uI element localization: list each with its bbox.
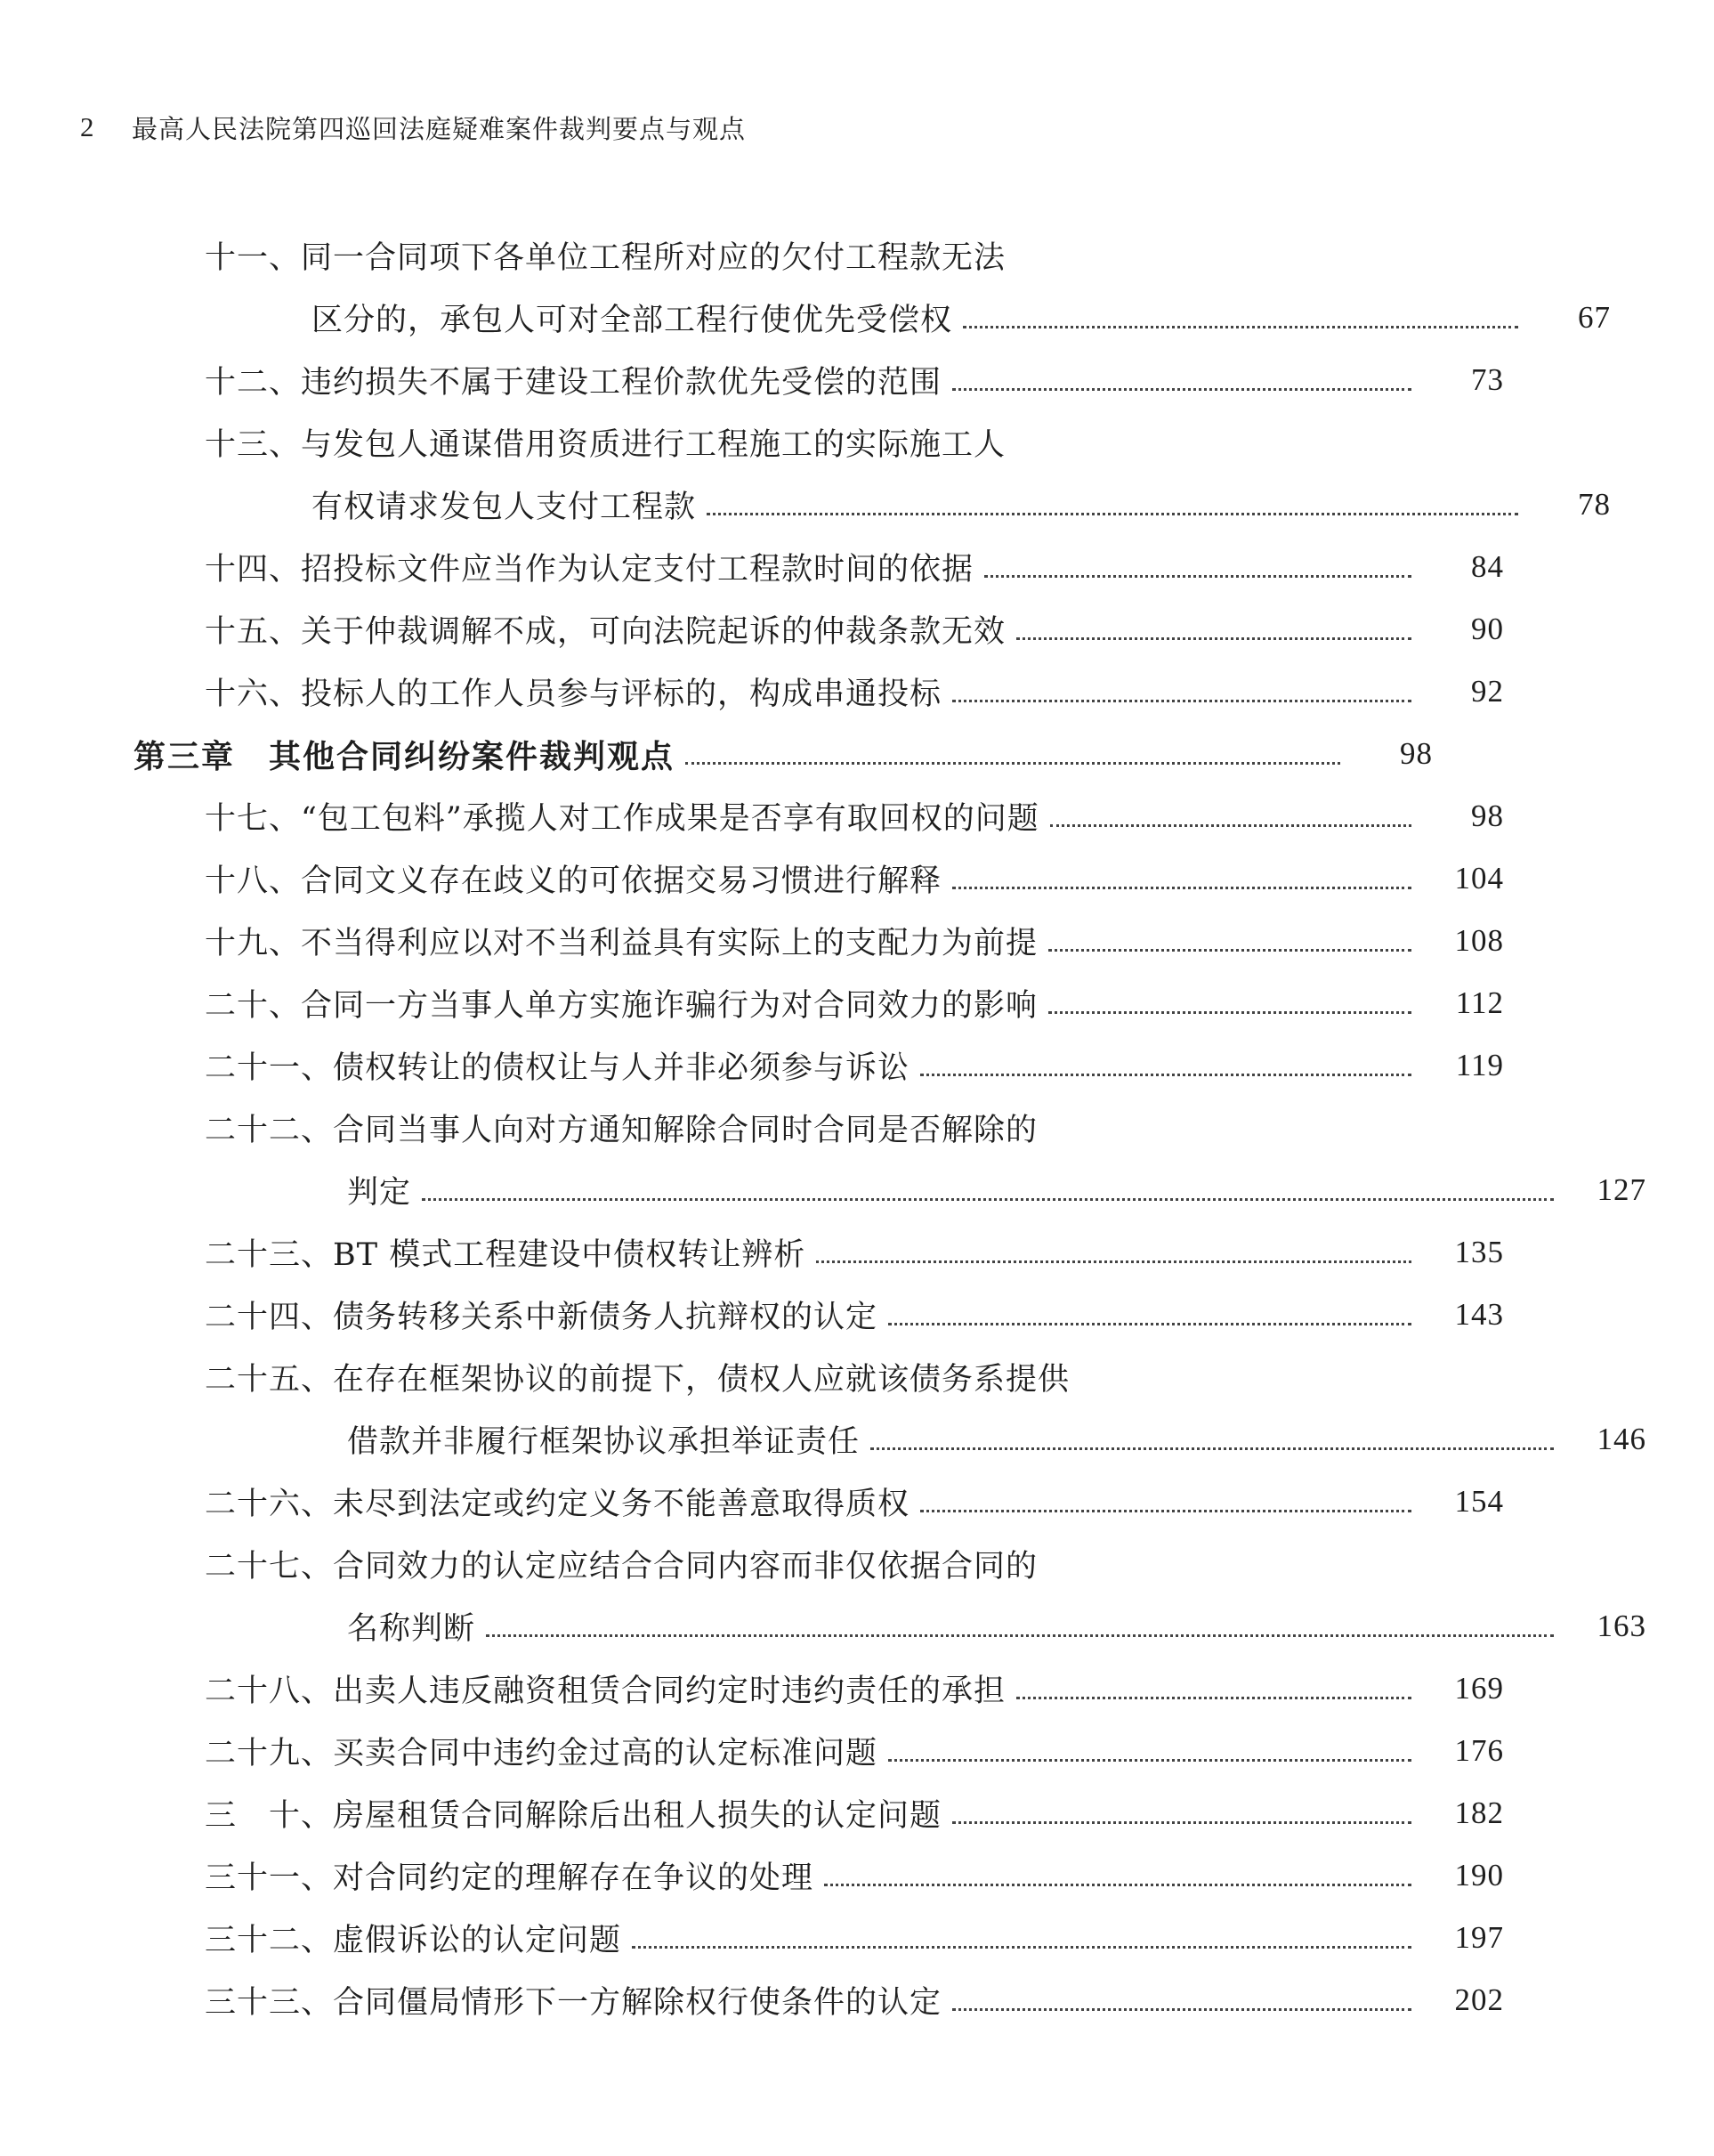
toc-entry[interactable] bbox=[0, 1221, 1504, 1284]
toc-entry[interactable] bbox=[0, 536, 1504, 598]
toc-entry[interactable] bbox=[0, 1907, 1504, 1969]
toc-entry-title: 二十三、BT 模式工程建设中债权转让辨析 bbox=[205, 1237, 806, 1273]
dot-leader bbox=[685, 762, 1340, 765]
toc-page-number: 202 bbox=[1454, 1982, 1504, 2017]
dot-leader bbox=[952, 887, 1411, 889]
toc-entry[interactable] bbox=[0, 1408, 1646, 1471]
dot-leader bbox=[888, 1323, 1411, 1325]
toc-page-number: 84 bbox=[1471, 549, 1504, 584]
toc-page-number: 78 bbox=[1578, 487, 1611, 522]
toc-entry[interactable] bbox=[0, 972, 1504, 1034]
toc-entry[interactable] bbox=[0, 474, 1611, 536]
toc-entry-title: 二十九、买卖合同中违约金过高的认定标准问题 bbox=[205, 1736, 878, 1771]
dot-leader bbox=[952, 388, 1411, 391]
toc-page-number: 163 bbox=[1597, 1609, 1646, 1643]
toc-entry[interactable] bbox=[0, 1034, 1504, 1097]
toc-entry-title: 二十四、债务转移关系中新债务人抗辩权的认定 bbox=[205, 1300, 878, 1335]
dot-leader bbox=[963, 326, 1518, 328]
toc-entry[interactable] bbox=[0, 349, 1504, 411]
toc-entry-title: 二十八、出卖人违反融资租赁合同约定时违约责任的承担 bbox=[205, 1674, 1007, 1709]
toc-page-number: 119 bbox=[1455, 1048, 1504, 1082]
toc-page-number: 104 bbox=[1454, 861, 1504, 896]
dot-leader bbox=[1050, 824, 1411, 827]
toc-entry[interactable] bbox=[0, 598, 1504, 661]
dot-leader bbox=[816, 1260, 1411, 1263]
toc-entry[interactable] bbox=[0, 1284, 1504, 1346]
toc-page-number: 92 bbox=[1471, 674, 1504, 709]
toc-page-number: 154 bbox=[1454, 1484, 1504, 1519]
toc-entry-title: 判定 bbox=[347, 1175, 412, 1211]
toc-entry-line bbox=[0, 411, 1714, 474]
toc-entry-title: 借款并非履行框架协议承担举证责任 bbox=[347, 1424, 861, 1460]
dot-leader bbox=[984, 575, 1411, 578]
dot-leader bbox=[888, 1759, 1411, 1762]
toc-entry-title: 二十二、合同当事人向对方通知解除合同时合同是否解除的 bbox=[205, 1113, 1039, 1148]
toc-page-number: 90 bbox=[1471, 612, 1504, 646]
toc-page-number: 67 bbox=[1578, 300, 1611, 335]
toc-page-number: 146 bbox=[1597, 1422, 1646, 1456]
toc-page-number: 190 bbox=[1454, 1858, 1504, 1893]
toc-page-number: 197 bbox=[1454, 1920, 1504, 1955]
dot-leader bbox=[1016, 1697, 1411, 1699]
toc-entry[interactable] bbox=[0, 1471, 1504, 1533]
toc-entry-title: 三十二、虚假诉讼的认定问题 bbox=[205, 1923, 622, 1958]
toc-entry-title: 二十六、未尽到法定或约定义务不能善意取得质权 bbox=[205, 1487, 910, 1522]
toc-entry-title: 二十五、在存在框架协议的前提下，债权人应就该债务系提供 bbox=[205, 1362, 1071, 1398]
toc-page-number: 182 bbox=[1454, 1795, 1504, 1830]
toc-entry[interactable] bbox=[0, 1159, 1646, 1221]
toc-page-number: 143 bbox=[1454, 1297, 1504, 1332]
dot-leader bbox=[1048, 1011, 1411, 1014]
dot-leader bbox=[952, 2008, 1411, 2011]
toc-entry[interactable] bbox=[0, 1844, 1504, 1907]
toc-entry[interactable] bbox=[0, 785, 1504, 847]
toc-entry-line bbox=[0, 1346, 1714, 1408]
page-header bbox=[80, 105, 746, 150]
toc-chapter[interactable] bbox=[0, 723, 1433, 785]
toc-entry[interactable] bbox=[0, 847, 1504, 910]
toc-entry-title: 名称判断 bbox=[347, 1611, 476, 1647]
toc-page-number: 112 bbox=[1455, 985, 1504, 1020]
dot-leader bbox=[952, 700, 1411, 702]
toc-entry[interactable] bbox=[0, 1658, 1504, 1720]
toc-entry-title: 十九、不当得利应以对不当利益具有实际上的支配力为前提 bbox=[205, 926, 1039, 961]
toc-entry-title: 三 十、房屋租赁合同解除后出租人损失的认定问题 bbox=[205, 1798, 942, 1834]
toc-entry[interactable] bbox=[0, 287, 1611, 349]
toc-entry-title: 十三、与发包人通谋借用资质进行工程施工的实际施工人 bbox=[205, 427, 1007, 463]
dot-leader bbox=[920, 1074, 1411, 1076]
running-title: 最高人民法院第四巡回法庭疑难案件裁判要点与观点 bbox=[132, 113, 747, 144]
toc-page-number: 169 bbox=[1454, 1671, 1504, 1706]
dot-leader bbox=[707, 513, 1518, 515]
toc-entry-title: 有权请求发包人支付工程款 bbox=[311, 490, 697, 525]
toc-entry[interactable] bbox=[0, 910, 1504, 972]
dot-leader bbox=[1048, 949, 1411, 952]
toc-entry[interactable] bbox=[0, 661, 1504, 723]
dot-leader bbox=[870, 1447, 1554, 1450]
toc-page-number: 135 bbox=[1454, 1235, 1504, 1269]
dot-leader bbox=[486, 1634, 1554, 1637]
toc-entry-title: 十四、招投标文件应当作为认定支付工程款时间的依据 bbox=[205, 552, 974, 588]
toc-entry[interactable] bbox=[0, 1782, 1504, 1844]
toc-page-number: 176 bbox=[1454, 1733, 1504, 1768]
toc-entry-title: 二十七、合同效力的认定应结合合同内容而非仅依据合同的 bbox=[205, 1549, 1039, 1585]
dot-leader bbox=[952, 1821, 1411, 1824]
toc-entry-title: 区分的，承包人可对全部工程行使优先受偿权 bbox=[311, 303, 953, 338]
dot-leader bbox=[920, 1510, 1411, 1512]
page-number: 2 bbox=[80, 111, 94, 142]
toc-entry[interactable] bbox=[0, 1969, 1504, 2031]
toc-entry[interactable] bbox=[0, 1720, 1504, 1782]
toc-entry-title: 二十、合同一方当事人单方实施诈骗行为对合同效力的影响 bbox=[205, 988, 1039, 1024]
toc-chapter-title: 第三章 其他合同纠纷案件裁判观点 bbox=[133, 738, 675, 775]
dot-leader bbox=[422, 1198, 1554, 1201]
toc-page-number: 73 bbox=[1471, 362, 1504, 397]
toc-entry-title: 三十一、对合同约定的理解存在争议的处理 bbox=[205, 1860, 814, 1896]
toc-page-number: 98 bbox=[1471, 798, 1504, 833]
toc-entry-title: 十六、投标人的工作人员参与评标的，构成串通投标 bbox=[205, 677, 942, 712]
toc-entry-line bbox=[0, 1533, 1714, 1595]
toc-entry-line bbox=[0, 1097, 1714, 1159]
toc-entry-title: 十八、合同文义存在歧义的可依据交易习惯进行解释 bbox=[205, 863, 942, 899]
toc-entry[interactable] bbox=[0, 1595, 1646, 1658]
toc-entry-title: 二十一、债权转让的债权让与人并非必须参与诉讼 bbox=[205, 1050, 910, 1086]
toc-entry-title: 三十三、合同僵局情形下一方解除权行使条件的认定 bbox=[205, 1985, 942, 2021]
dot-leader bbox=[1016, 637, 1411, 640]
toc-page-number: 127 bbox=[1597, 1172, 1646, 1207]
dot-leader bbox=[824, 1884, 1411, 1886]
toc-page-number: 98 bbox=[1400, 736, 1433, 771]
toc-entry-title: 十二、违约损失不属于建设工程价款优先受偿的范围 bbox=[205, 365, 942, 401]
toc-page-number: 108 bbox=[1454, 923, 1504, 958]
dot-leader bbox=[632, 1946, 1411, 1949]
toc-entry-title: 十五、关于仲裁调解不成，可向法院起诉的仲裁条款无效 bbox=[205, 614, 1007, 650]
toc-entry-title: 十七、“包工包料”承揽人对工作成果是否享有取回权的问题 bbox=[205, 801, 1039, 837]
toc-entry-line bbox=[0, 224, 1714, 287]
toc-entry-title: 十一、同一合同项下各单位工程所对应的欠付工程款无法 bbox=[205, 240, 1007, 276]
